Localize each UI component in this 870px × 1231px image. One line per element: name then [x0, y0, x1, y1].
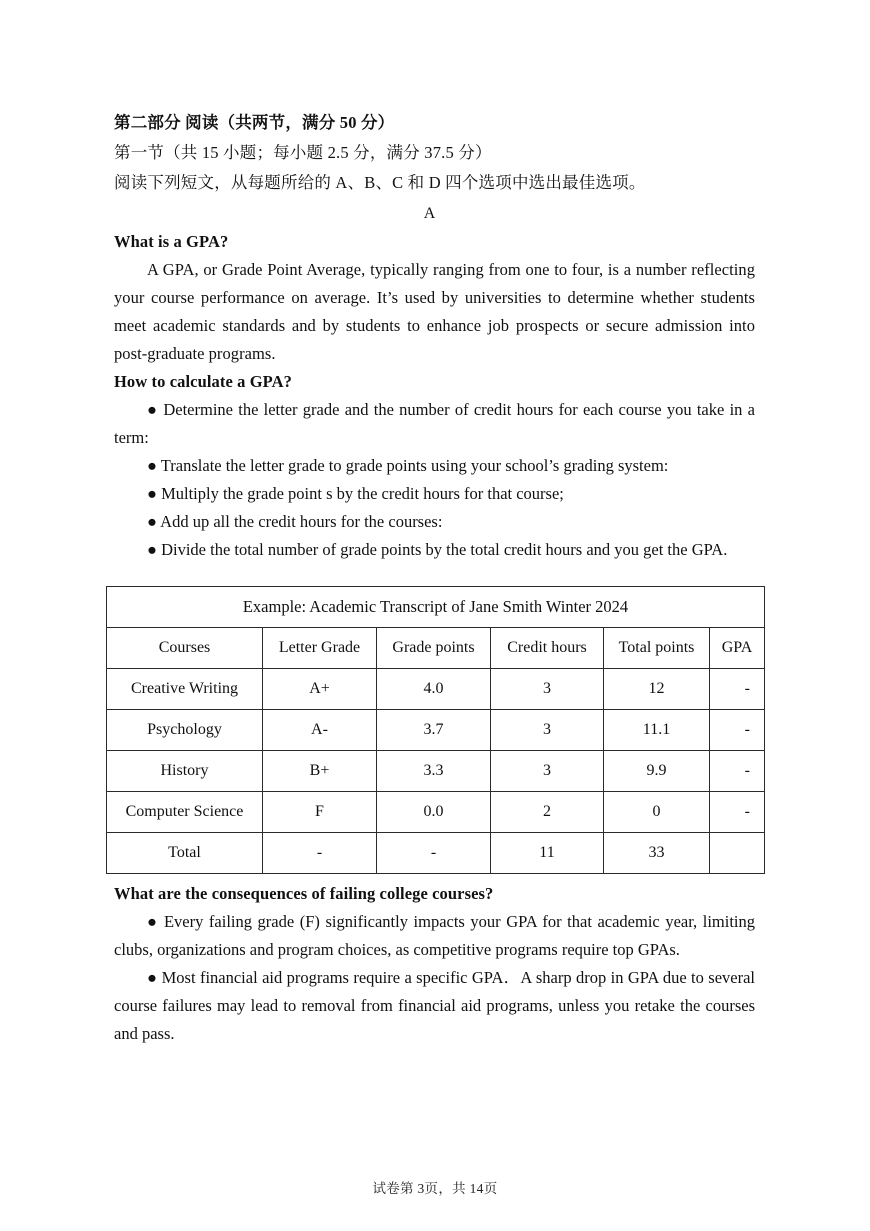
- cell-letter-grade: F: [263, 792, 377, 833]
- cell-total-points: 0: [604, 792, 710, 833]
- cell-course: History: [107, 751, 263, 792]
- heading-what-is-gpa: What is a GPA?: [114, 232, 229, 251]
- cell-letter-grade: A+: [263, 669, 377, 710]
- cell-gpa: -: [710, 669, 765, 710]
- cell-course: Computer Science: [107, 792, 263, 833]
- cell-total-points: 9.9: [604, 751, 710, 792]
- table-header-row: [107, 628, 765, 669]
- cell-gpa: [710, 833, 765, 874]
- table-row: [107, 710, 765, 751]
- cell-gpa: -: [710, 792, 765, 833]
- cell-course: Creative Writing: [107, 669, 263, 710]
- column-header-total-points: Total points: [604, 628, 710, 669]
- cell-credit-hours: 3: [491, 669, 604, 710]
- heading-consequences: What are the consequences of failing college courses?: [114, 884, 494, 903]
- bullet-item: ● Add up all the credit hours for the courses:: [147, 512, 443, 531]
- cell-grade-points: 3.3: [377, 751, 491, 792]
- section-title: 第一节（共 15 小题；每小题 2.5 分，满分 37.5 分）: [114, 143, 492, 162]
- paragraph-what-is-gpa: A GPA, or Grade Point Average, typically ranging from one to four, is a number reflecting your course performance on average. It’s used by universities to determine whether students meet academic standards and by students to enhance job prospects or secure admission into post-graduate programs.: [114, 260, 755, 363]
- cell-total-points: 12: [604, 669, 710, 710]
- bullet-item: ● Most financial aid programs require a specific GPA．A sharp drop in GPA due to several course failures may lead to removal from financial aid programs, unless you retake the courses and pass.: [114, 968, 755, 1043]
- table-caption: Example: Academic Transcript of Jane Smith Winter 2024: [107, 587, 765, 628]
- heading-how-to-calculate: How to calculate a GPA?: [114, 372, 292, 391]
- bullet-item: ● Divide the total number of grade points by the total credit hours and you get the GPA.: [147, 540, 728, 559]
- transcript-table: [106, 586, 765, 874]
- cell-letter-grade: B+: [263, 751, 377, 792]
- part-title: 第二部分 阅读（共两节，满分 50 分）: [114, 113, 395, 132]
- bullet-item: ● Multiply the grade point s by the credit hours for that course;: [147, 484, 564, 503]
- cell-gpa: -: [710, 710, 765, 751]
- column-header-letter-grade: Letter Grade: [263, 628, 377, 669]
- transcript-table-container: [106, 586, 764, 874]
- cell-credit-hours: 3: [491, 710, 604, 751]
- cell-course: Psychology: [107, 710, 263, 751]
- page-footer: [0, 1177, 870, 1197]
- table-row: [107, 751, 765, 792]
- cell-credit-hours: 3: [491, 751, 604, 792]
- cell-grade-points: -: [377, 833, 491, 874]
- cell-gpa: -: [710, 751, 765, 792]
- cell-letter-grade: -: [263, 833, 377, 874]
- bullet-item: ● Determine the letter grade and the number of credit hours for each course you take in a term:: [114, 400, 755, 447]
- cell-letter-grade: A-: [263, 710, 377, 751]
- column-header-courses: Courses: [107, 628, 263, 669]
- cell-credit-hours: 11: [491, 833, 604, 874]
- page-number-text: 试卷第 3页，共 14页: [372, 1181, 498, 1196]
- table-row: [107, 669, 765, 710]
- cell-grade-points: 3.7: [377, 710, 491, 751]
- cell-grade-points: 4.0: [377, 669, 491, 710]
- reading-instruction: 阅读下列短文，从每题所给的 A、B、C 和 D 四个选项中选出最佳选项。: [114, 173, 646, 192]
- column-header-gpa: GPA: [710, 628, 765, 669]
- table-row: [107, 792, 765, 833]
- page-content: [114, 108, 755, 1048]
- column-header-credit-hours: Credit hours: [491, 628, 604, 669]
- cell-credit-hours: 2: [491, 792, 604, 833]
- passage-letter: A: [423, 205, 436, 222]
- table-total-row: [107, 833, 765, 874]
- bullet-item: ● Every failing grade (F) significantly impacts your GPA for that academic year, limiting clubs, organizations and program choices, as competitive programs require top GPAs.: [114, 912, 755, 959]
- cell-course: Total: [107, 833, 263, 874]
- cell-total-points: 33: [604, 833, 710, 874]
- bullet-item: ● Translate the letter grade to grade points using your school’s grading system:: [147, 456, 669, 475]
- table-caption-row: [107, 587, 765, 628]
- cell-total-points: 11.1: [604, 710, 710, 751]
- cell-grade-points: 0.0: [377, 792, 491, 833]
- column-header-grade-points: Grade points: [377, 628, 491, 669]
